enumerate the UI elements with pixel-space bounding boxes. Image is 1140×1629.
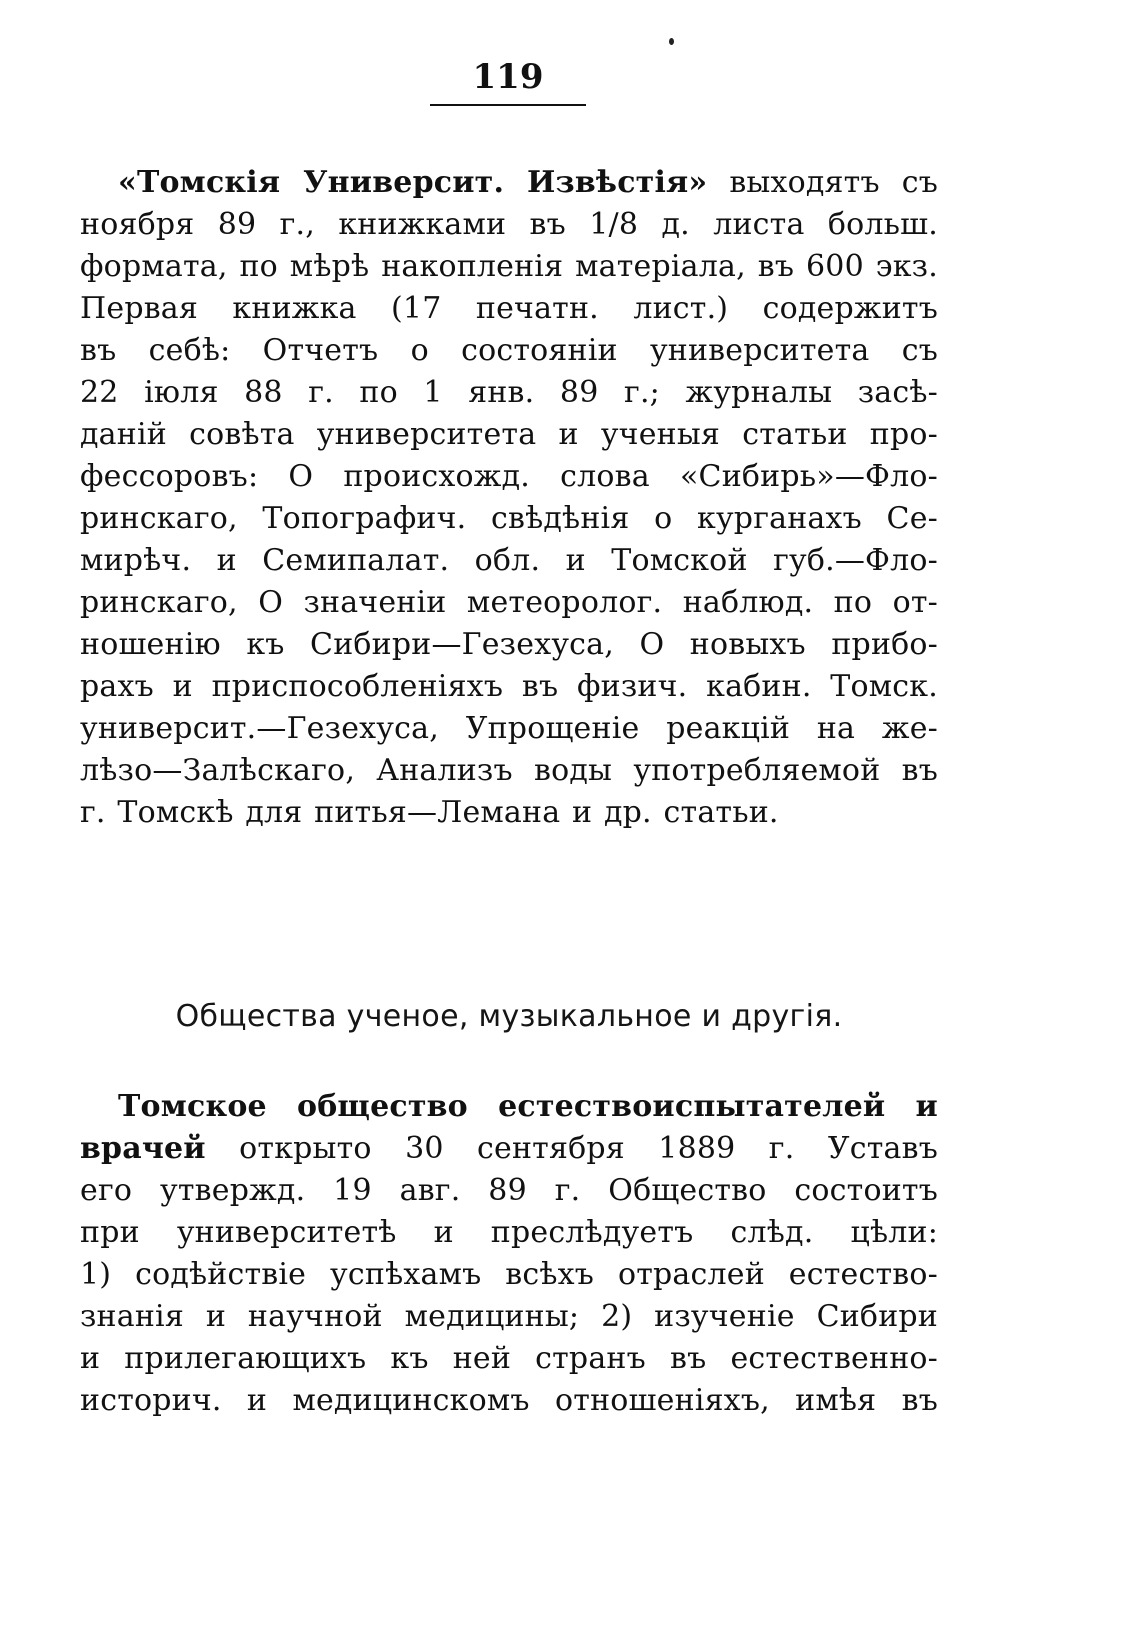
entry-line: [80, 414, 938, 456]
entry-line: [80, 1128, 938, 1170]
entry-bold-run: врачей: [80, 1131, 206, 1166]
entry-text-run: лѣзо—Залѣскаго, Анализъ воды употребляемой въ: [80, 753, 938, 788]
ink-speck: [669, 38, 674, 45]
entry-text-run: и прилегающихъ къ ней странъ въ естественно-: [80, 1341, 938, 1376]
entry-text-run: ношенію къ Сибири—Гезехуса, О новыхъ прибо-: [80, 627, 938, 662]
entry-line: [80, 792, 938, 834]
entry-text-run: даній совѣта университета и ученыя статьи про-: [80, 417, 938, 452]
entry-line: [80, 1254, 938, 1296]
entry-line: [80, 666, 938, 708]
entry-izvestia: [80, 162, 938, 834]
entry-text-run: университ.—Гезехуса, Упрощеніе реакцій на же-: [80, 711, 938, 746]
entry-text-run: въ себѣ: Отчетъ о состояніи университета съ: [80, 333, 938, 368]
entry-text-run: при университетѣ и преслѣдуетъ слѣд. цѣли:: [80, 1215, 938, 1250]
entry-text-run: рахъ и приспособленіяхъ въ физич. кабин. Томск.: [80, 669, 938, 704]
entry-line: [80, 1086, 938, 1128]
entry-line: [80, 1338, 938, 1380]
page-number: 119: [472, 57, 544, 97]
entry-text-run: мирѣч. и Семипалат. обл. и Томской губ.—Фло-: [80, 543, 938, 578]
entry-bold-run: «Томскія Университ. Извѣстія»: [118, 165, 708, 200]
entry-line: [80, 1170, 938, 1212]
entry-bold-run: Томское общество естествоиспытателей и: [118, 1089, 938, 1124]
entry-text-run: ринскаго, О значеніи метеоролог. наблюд. по от-: [80, 585, 938, 620]
entry-line: [80, 1212, 938, 1254]
entry-line: [80, 540, 938, 582]
entry-line: [80, 498, 938, 540]
entry-line: [80, 372, 938, 414]
entry-line: [80, 708, 938, 750]
entry-line: [80, 162, 938, 204]
entry-text-run: ринскаго, Топографич. свѣдѣнія о курганахъ Се-: [80, 501, 938, 536]
entry-line: [80, 1296, 938, 1338]
entry-line: [80, 204, 938, 246]
entry-line: [80, 330, 938, 372]
entry-text-run: его утвержд. 19 авг. 89 г. Общество состоитъ: [80, 1173, 938, 1208]
entry-text-run: историч. и медицинскомъ отношеніяхъ, имѣя въ: [80, 1383, 938, 1418]
entry-line: [80, 288, 938, 330]
entry-text-run: ноября 89 г., книжками въ 1/8 д. листа больш.: [80, 207, 938, 242]
entry-text-run: знанія и научной медицины; 2) изученіе Сибири: [80, 1299, 938, 1334]
entry-line: [80, 582, 938, 624]
section-heading: Общества ученое, музыкальное и другія.: [175, 999, 843, 1034]
entry-line: [80, 1380, 938, 1422]
entry-text-run: 22 іюля 88 г. по 1 янв. 89 г.; журналы засѣ-: [80, 375, 938, 410]
entry-text-run: 1) содѣйствіе успѣхамъ всѣхъ отраслей естество-: [80, 1257, 938, 1292]
entry-line: [80, 750, 938, 792]
page-number-rule: [430, 104, 586, 106]
entry-text-run: выходятъ съ: [707, 165, 938, 200]
entry-line: [80, 246, 938, 288]
entry-line: [80, 456, 938, 498]
entry-text-run: открыто 30 сентября 1889 г. Уставъ: [205, 1131, 938, 1166]
entry-text-run: г. Томскѣ для питья—Лемана и др. статьи.: [80, 795, 779, 830]
entry-text-run: Первая книжка (17 печатн. лист.) содержитъ: [80, 291, 938, 326]
entry-line: [80, 624, 938, 666]
entry-text-run: формата, по мѣрѣ накопленія матеріала, въ 600 экз.: [80, 249, 938, 284]
entry-text-run: фессоровъ: О происхожд. слова «Сибирь»—Фло-: [80, 459, 938, 494]
entry-naturalists-society: [80, 1086, 938, 1422]
